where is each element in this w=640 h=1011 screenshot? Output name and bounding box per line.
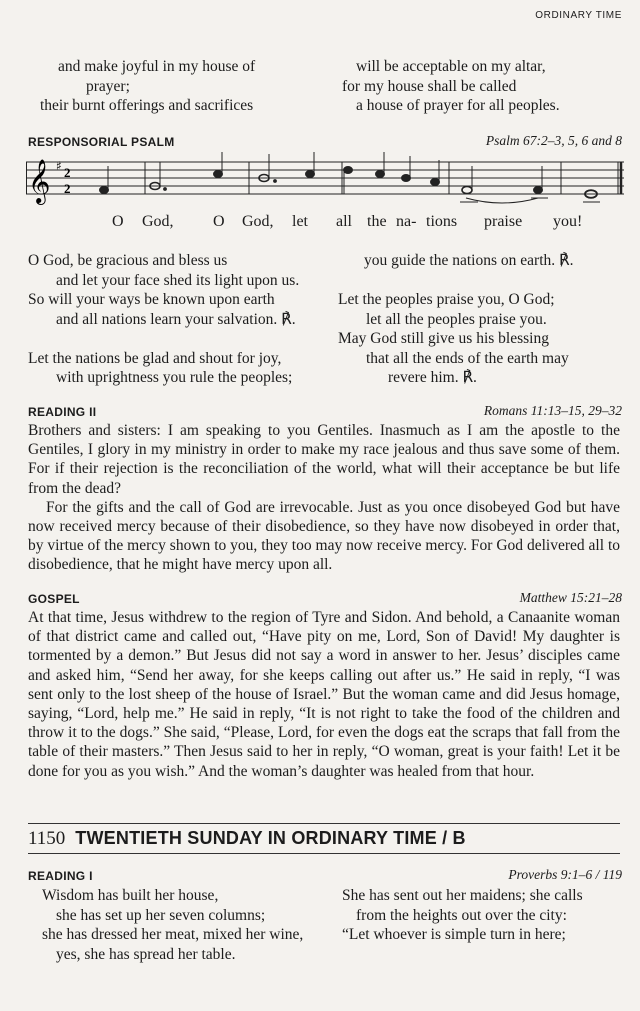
verse-line: Let the peoples praise you, O God; bbox=[338, 291, 555, 308]
verse-line: their burnt offerings and sacrifices bbox=[40, 97, 254, 114]
verse-line: yes, she has spread her table. bbox=[56, 945, 236, 963]
verse-line: let all the peoples praise you. bbox=[366, 310, 547, 328]
verse-line: and let your face shed its light upon us. bbox=[56, 271, 300, 289]
psalm-label: RESPONSORIAL PSALM bbox=[28, 135, 175, 149]
verse-line: with uprightness you rule the peoples; bbox=[56, 369, 293, 386]
reading1-verses-left bbox=[42, 886, 303, 964]
paragraph: Brothers and sisters: I am speaking to you Gentiles. Inasmuch as I am the apostle to the Gentiles, I glory in my ministry in order to make my race jealous and thus save some of them. For if their rejection is the reconciliation of the world, what will their acceptance be but life from the dead? bbox=[28, 422, 620, 497]
paragraph: At that time, Jesus withdrew to the region of Tyre and Sidon. And behold, a Canaanite woman of that district came and called out, “Have pity on me, Lord, Son of David! My daughter is tormented by a demon.” But Jesus did not say a word in answer to her. Jesus’ disciples came and asked him, “Send her away, for she keeps calling out after us.” He said in reply, “I was sent only to the lost sheep of the house of Israel.” But the woman came and did Jesus homage, saying, “Lord, help me.” He said in reply, “It is not right to take the food of the children and throw it to the dogs.” She said, “Please, Lord, for even the dogs eat the scraps that fall from the table of their masters.” Then Jesus said to her in reply, “O woman, great is your faith! Let it be done for you as you wish.” And the woman’s daughter was healed from that hour. bbox=[28, 609, 620, 780]
verse-line: So will your ways be known upon earth bbox=[28, 291, 275, 308]
lyric-syllable: praise bbox=[484, 213, 523, 230]
verse-line: she has dressed her meat, mixed her wine, bbox=[42, 926, 304, 943]
lyric-syllable: all bbox=[336, 213, 352, 230]
gospel-citation: Matthew 15:21–28 bbox=[519, 590, 622, 605]
lyric-syllable: the bbox=[367, 213, 387, 230]
verse-line: Wisdom has built her house, bbox=[42, 887, 219, 904]
stanza-break bbox=[28, 329, 299, 349]
lyric-syllable: let bbox=[292, 213, 308, 230]
lyric-syllable: na- bbox=[396, 213, 417, 230]
reading2-label: READING II bbox=[28, 405, 97, 419]
verse-line: and make joyful in my house of bbox=[58, 58, 256, 75]
verse-line: from the heights out over the city: bbox=[356, 906, 567, 924]
verse-line: she has set up her seven columns; bbox=[56, 906, 266, 924]
gospel-text bbox=[28, 608, 620, 781]
sharp-icon: ♯ bbox=[56, 159, 62, 173]
reading1-label: READING I bbox=[28, 869, 93, 883]
lyric-syllable: God, bbox=[242, 213, 274, 230]
verse-line: will be acceptable on my altar, bbox=[356, 58, 546, 75]
lyric-syllable: tions bbox=[426, 213, 458, 230]
verse-line: “Let whoever is simple turn in here; bbox=[342, 926, 566, 943]
reading1-verses-right bbox=[342, 886, 583, 945]
paragraph: For the gifts and the call of God are irrevocable. Just as you once disobeyed God but have now received mercy because of their disobedience, so they have now disobeyed in order that, by virtue of the mercy shown to you, they too may now receive mercy. For God delivered all to disobedience, that he might have mercy upon all. bbox=[28, 498, 620, 574]
top-verses-left bbox=[40, 57, 255, 116]
verse-line: She has sent out her maidens; she calls bbox=[342, 887, 583, 904]
verse-line: a house of prayer for all peoples. bbox=[356, 97, 560, 114]
treble-clef-icon: 𝄞 bbox=[28, 159, 51, 203]
stanza-break bbox=[338, 271, 573, 291]
lyric-syllable: you! bbox=[553, 213, 583, 230]
lyric-syllable: O bbox=[112, 213, 124, 230]
top-verses-right bbox=[342, 57, 560, 116]
section-rule-bottom bbox=[28, 853, 620, 854]
time-sig-top: 2 bbox=[64, 165, 71, 180]
lyric-syllable: God, bbox=[142, 213, 174, 230]
reading1-citation: Proverbs 9:1–6 / 119 bbox=[508, 867, 622, 882]
verse-line: for my house shall be called bbox=[342, 77, 517, 95]
verse-line: and all nations learn your salvation. ℟. bbox=[56, 310, 296, 328]
verse-line: prayer; bbox=[86, 77, 130, 95]
running-head: ORDINARY TIME bbox=[535, 10, 622, 21]
psalm-verses-right bbox=[338, 251, 573, 388]
reading2-citation: Romans 11:13–15, 29–32 bbox=[483, 403, 622, 418]
verse-line: you guide the nations on earth. ℟. bbox=[364, 252, 574, 269]
section-header bbox=[28, 828, 466, 850]
verse-line: May God still give us his blessing bbox=[338, 330, 549, 347]
verse-line: O God, be gracious and bless us bbox=[28, 252, 228, 269]
time-sig-bottom: 2 bbox=[64, 181, 71, 196]
reading2-text bbox=[28, 421, 620, 575]
gospel-label: GOSPEL bbox=[28, 592, 80, 606]
verse-line: that all the ends of the earth may bbox=[366, 349, 569, 367]
section-number: 1150 bbox=[28, 828, 66, 849]
verse-line: revere him. ℟. bbox=[388, 369, 477, 386]
music-staff bbox=[26, 150, 624, 208]
section-title: TWENTIETH SUNDAY IN ORDINARY TIME / B bbox=[75, 828, 466, 848]
lyric-syllable: O bbox=[213, 213, 225, 230]
verse-line: Let the nations be glad and shout for joy, bbox=[28, 349, 282, 367]
section-rule-top bbox=[28, 823, 620, 824]
psalm-verses-left bbox=[28, 251, 299, 388]
psalm-citation: Psalm 67:2–3, 5, 6 and 8 bbox=[485, 133, 622, 148]
